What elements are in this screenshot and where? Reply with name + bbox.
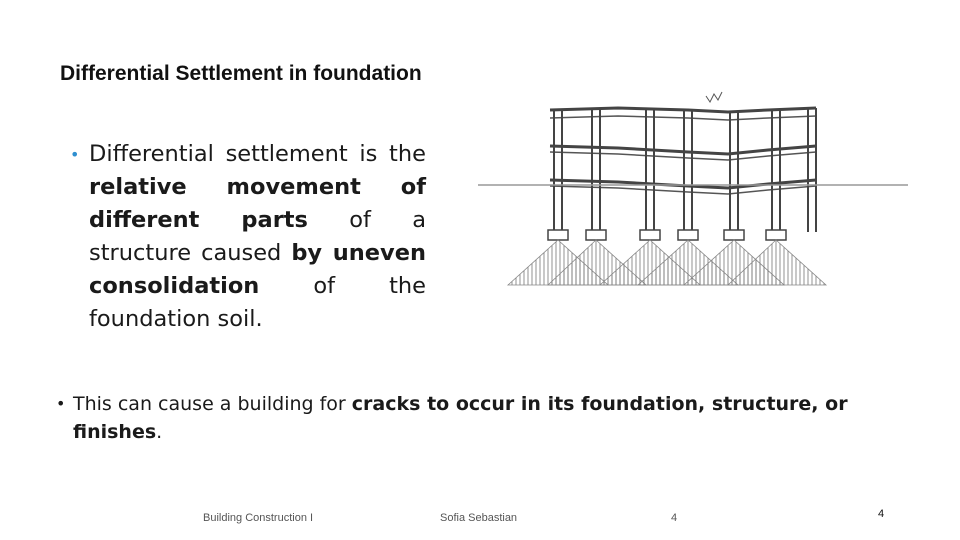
bullet-consequence xyxy=(56,390,916,446)
text-emphasis: cracks to occur in its foundation, structure, or finishes xyxy=(73,393,848,443)
soil-stress-zones xyxy=(508,240,826,285)
footer-author: Sofia Sebastian xyxy=(440,512,518,524)
settlement-diagram xyxy=(478,90,908,300)
footings xyxy=(548,230,786,240)
text-emphasis: by uneven consolidation xyxy=(89,240,426,299)
bullet-definition xyxy=(70,138,426,336)
columns xyxy=(554,108,816,232)
bullet-dot: • xyxy=(56,394,66,413)
footer-number: 4 xyxy=(671,512,678,524)
text-segment: This can cause a building for xyxy=(73,393,352,415)
slide-title: Differential Settlement in foundation xyxy=(60,62,422,85)
crack-mark xyxy=(706,92,722,102)
text-segment: . xyxy=(156,421,163,443)
bullet-dot: • xyxy=(70,145,80,164)
text-segment: Differential settlement is the xyxy=(89,141,426,167)
text-segment: of a structure caused xyxy=(89,207,426,266)
page-number: 4 xyxy=(878,508,885,520)
bullet-definition-text xyxy=(70,138,426,336)
footer-course: Building Construction I xyxy=(203,512,314,524)
text-segment: of the foundation soil. xyxy=(89,273,426,332)
text-emphasis: relative movement of different parts xyxy=(89,174,426,233)
bullet-consequence-text xyxy=(56,390,916,446)
